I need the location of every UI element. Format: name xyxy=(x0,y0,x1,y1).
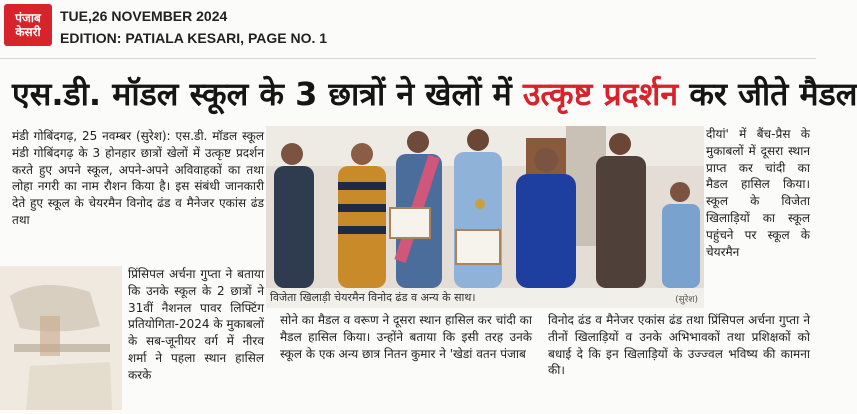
logo-line-2: केसरी xyxy=(15,25,41,39)
article-column-3: दीयां' में बैंच-प्रैस के मुकाबलों में दूसरा स्थान प्राप्त कर चांदी का मैडल हासिल किया। स्कूल के विजेता खिलाड़ियों का स्कूल पहुंचने पर स्कूल के चेयरमैन xyxy=(706,127,810,259)
article-column-1-top: मंडी गोबिंदगढ़, 25 नवम्बर (सुरेश): एस.डी. मॉडल स्कूल मंडी गोबिंदगढ़ के 3 होनहार छात्रों खेलों में उत्कृष्ट प्रदर्शन करते हुए अपने स्कूल, अपने-अपने अविवाहकों का तथा लोहा नगरी का नाम रौशन किया है। इस संबंधी जानकारी देते हुए स्कूल के चेयरमैन विनोद ढंड व मैनेजर एकांस ढंड तथा xyxy=(12,129,264,227)
cropped-photo-graphic xyxy=(0,266,122,410)
group-photo-graphic xyxy=(266,126,704,288)
newspaper-logo xyxy=(4,4,52,46)
photo-caption: विजेता खिलाड़ी चेयरमैन विनोद ढंड व अन्य के साथ। xyxy=(270,291,476,304)
adjacent-article-image xyxy=(0,266,122,410)
photo-credit: (सुरेश) xyxy=(675,295,698,305)
article-column-4a: सोने का मैडल व वरूण ने दूसरा स्थान हासिल कर चांदी का मैडल हासिल किया। उन्होंने बताया कि इसी तरह उनके स्कूल के एक अन्य छात्र नितन कुमार ने 'खेडां वतन पंजाब xyxy=(280,313,532,361)
header-divider xyxy=(0,58,816,59)
edition-info: EDITION: PATIALA KESARI, PAGE NO. 1 xyxy=(60,30,328,46)
photo-caption-bar xyxy=(266,288,704,308)
article-column-1-bottom: प्रिंसिपल अर्चना गुप्ता ने बताया कि उनके स्कूल के 2 छात्रों ने 31वीं नैशनल पावर लिफ्टिंग प्रतियोगिता-2024 के मुकाबलों के सब-जूनीयर वर्ग में नीरव शर्मा ने पहला स्थान हासिल करके xyxy=(128,267,264,382)
headline xyxy=(12,68,857,120)
logo-line-1: पंजाब xyxy=(15,11,41,25)
headline-highlight: उत्कृष्ट प्रदर्शन xyxy=(522,75,679,113)
article-column-4b: विनोद ढंड व मैनेजर एकांस ढंड तथा प्रिंसिपल अर्चना गुप्ता ने तीनों खिलाड़ियों व उनके अभिभावकों तथा प्रशिक्षकों को बधाई दे कि इन खिलाड़ियों के उज्ज्वल भविष्य की कामना की। xyxy=(548,313,810,378)
headline-part-1: एस.डी. मॉडल स्कूल के 3 छात्रों ने खेलों में xyxy=(12,75,523,113)
edition-date: TUE,26 NOVEMBER 2024 xyxy=(60,8,228,24)
headline-part-2: कर जीते मैडल xyxy=(678,75,857,113)
news-photo xyxy=(266,126,704,288)
